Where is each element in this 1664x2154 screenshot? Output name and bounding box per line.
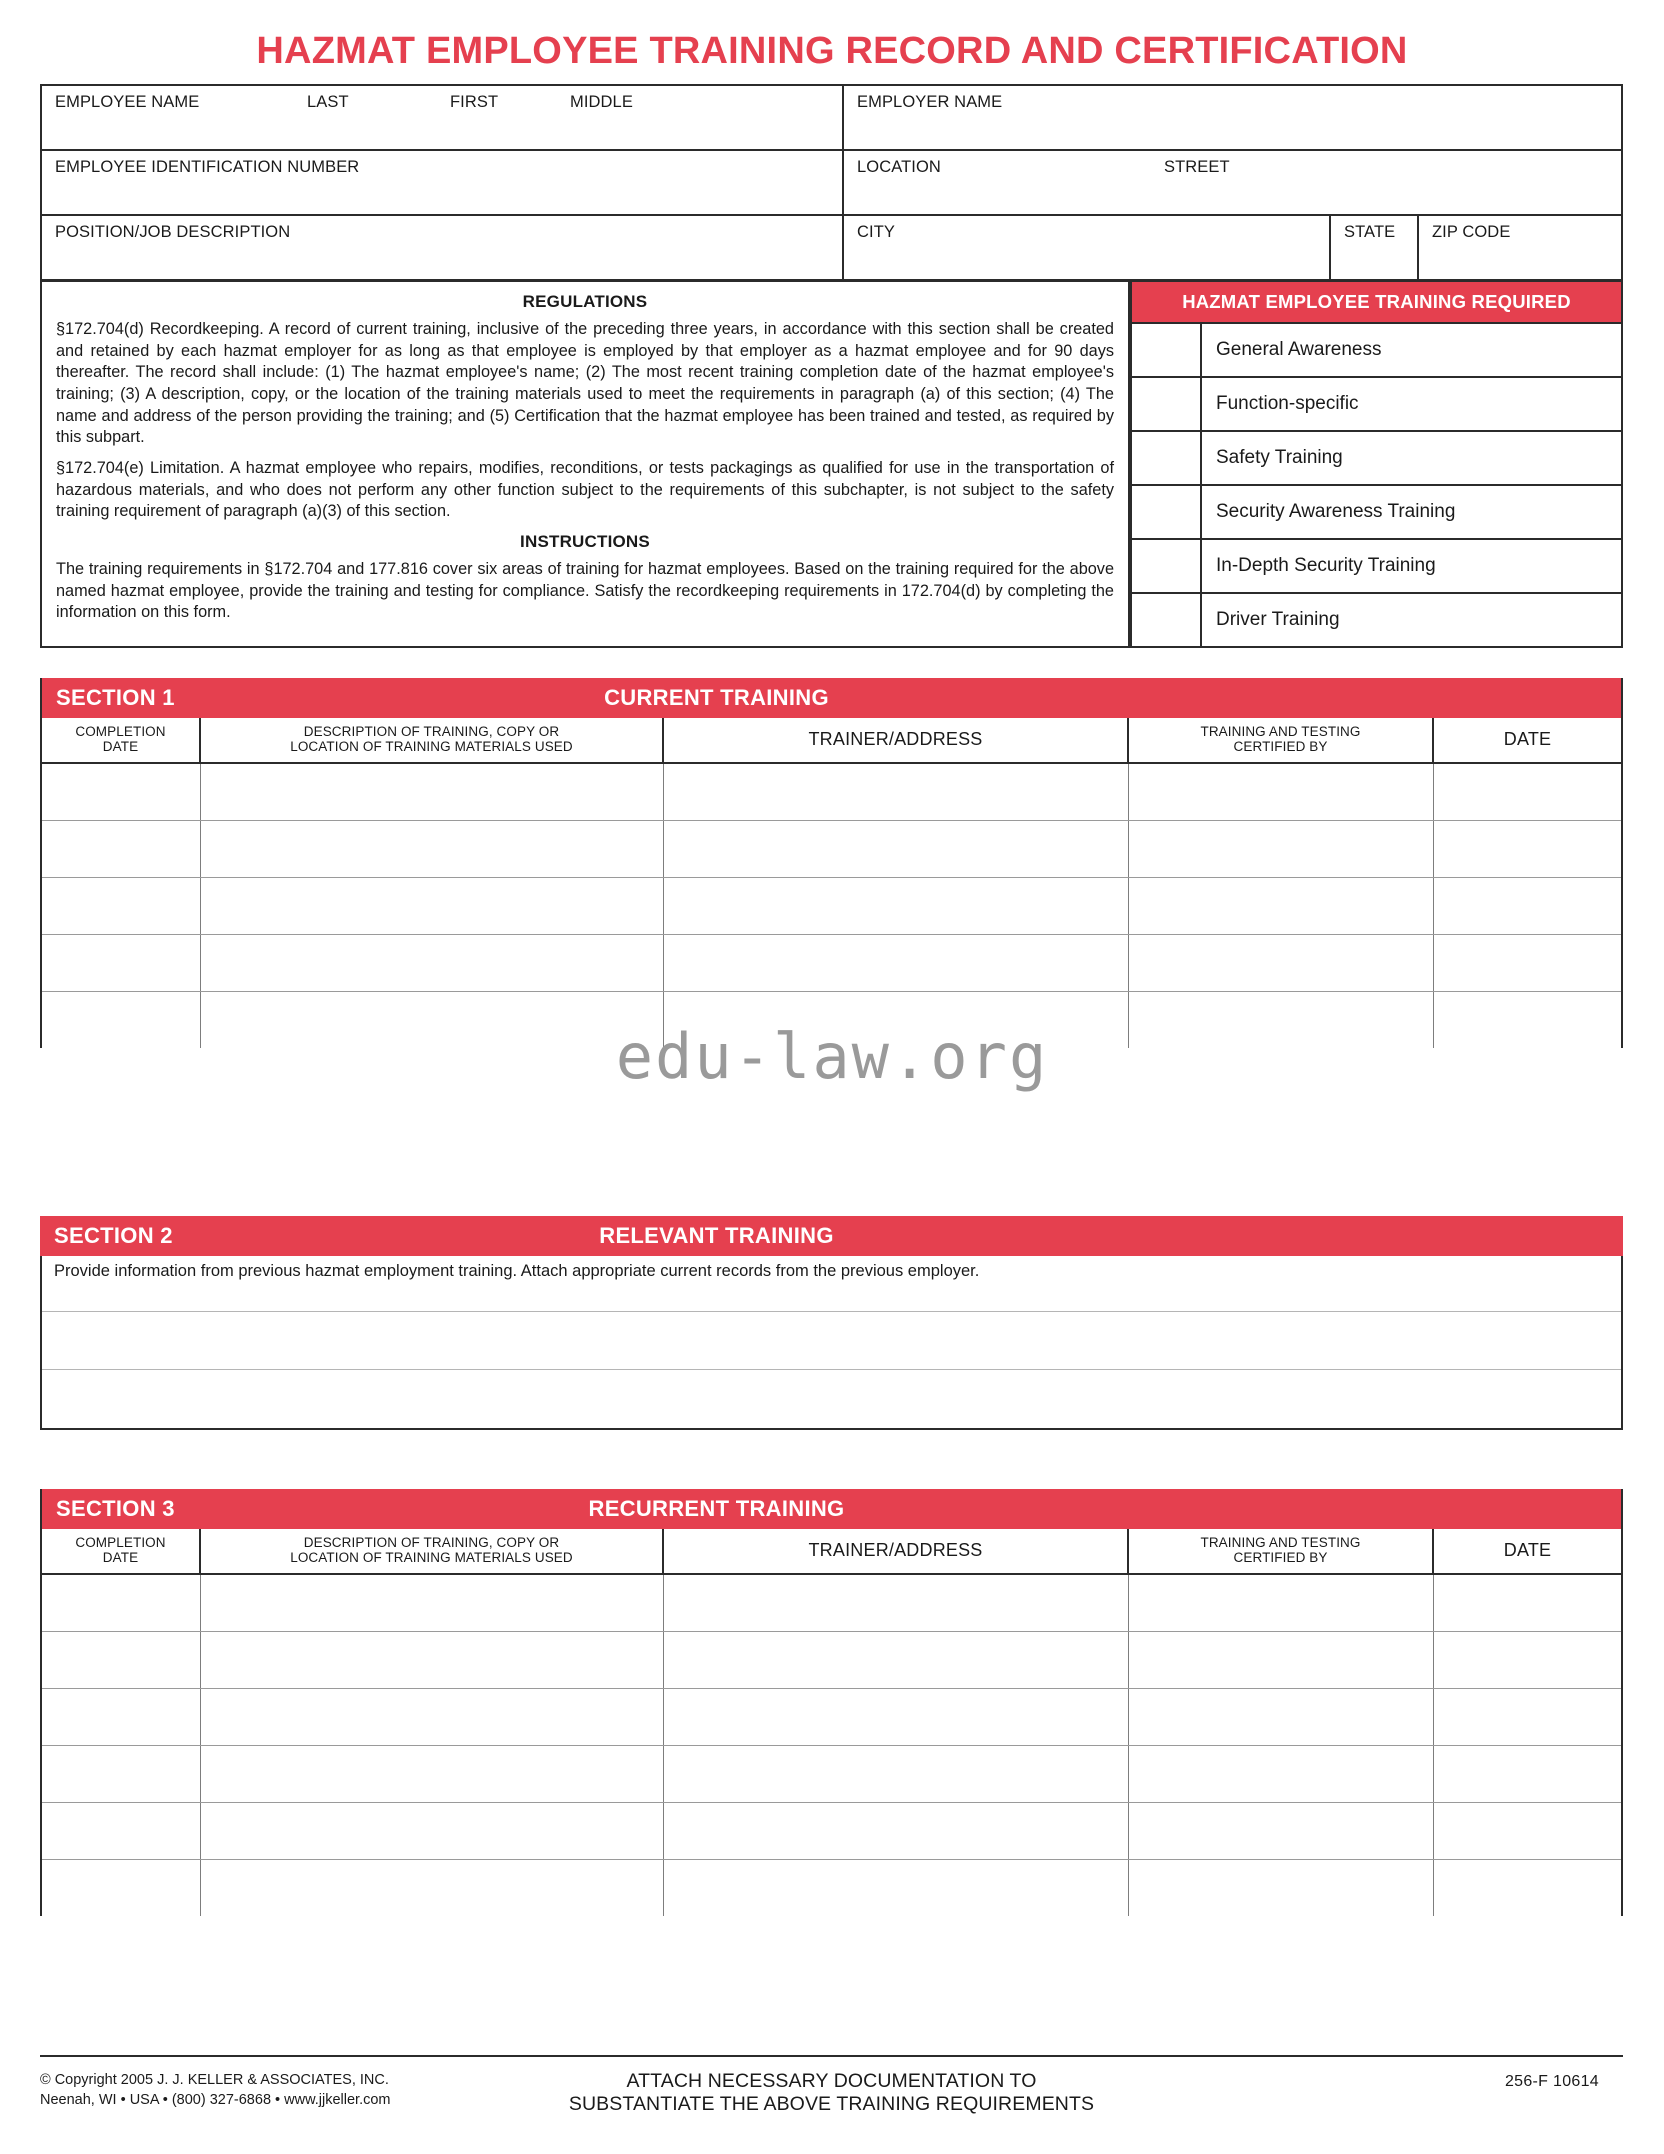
cell-description[interactable] (200, 1574, 663, 1632)
table-row[interactable] (42, 1859, 1621, 1916)
checklist-row-function-specific[interactable] (1132, 376, 1621, 430)
cell-trainer-address[interactable] (663, 820, 1128, 877)
checklist-row-driver-training[interactable] (1132, 592, 1621, 646)
section-1-block (40, 678, 1623, 1048)
cell-certified-by[interactable] (1128, 934, 1433, 991)
cell-trainer-address[interactable] (663, 1859, 1128, 1916)
instructions-text: The training requirements in §172.704 and 177.816 cover six areas of training for hazmat employees. Based on the training required for the above named hazmat employee, provide the training and testing for compliance. Satisfy the recordkeeping requirements in 172.704(d) by completing the information on this form. (56, 560, 1114, 622)
col-header-trainer-address: TRAINER/ADDRESS (663, 1529, 1128, 1574)
section-2-body (40, 1256, 1623, 1430)
page-title: HAZMAT EMPLOYEE TRAINING RECORD AND CERTIFICATION (256, 30, 1408, 72)
col-header-completion-line1: COMPLETION (75, 1535, 166, 1550)
cell-date[interactable] (1433, 820, 1621, 877)
employee-id-field[interactable] (42, 151, 844, 214)
checklist-row-security-awareness-training[interactable] (1132, 484, 1621, 538)
table-row[interactable] (42, 763, 1621, 821)
section-3-header-row (42, 1529, 1621, 1574)
position-job-description-field[interactable] (42, 216, 844, 279)
col-header-completion-line2: DATE (102, 1550, 139, 1566)
cell-description[interactable] (200, 1859, 663, 1916)
checkbox-in-depth-security-training[interactable] (1132, 540, 1202, 592)
col-header-trainer-address: TRAINER/ADDRESS (663, 718, 1128, 763)
section-2-block (40, 1216, 1623, 1430)
table-row[interactable] (42, 991, 1621, 1048)
cell-completion-date[interactable] (42, 820, 200, 877)
checklist-row-in-depth-security-training[interactable] (1132, 538, 1621, 592)
section-3-block (40, 1489, 1623, 1916)
col-header-description-line2: LOCATION OF TRAINING MATERIALS USED (290, 739, 573, 755)
checklist-label-security-awareness-training: Security Awareness Training (1216, 501, 1456, 522)
position-label: POSITION/JOB DESCRIPTION (55, 223, 291, 241)
regulations-heading: REGULATIONS (522, 292, 648, 311)
section-1-table (42, 718, 1621, 1048)
cell-certified-by[interactable] (1128, 991, 1433, 1048)
col-header-completion-line1: COMPLETION (75, 724, 166, 739)
state-label: STATE (1344, 223, 1396, 241)
checklist-row-general-awareness[interactable] (1132, 322, 1621, 376)
cell-description[interactable] (200, 877, 663, 934)
section-1-header-row (42, 718, 1621, 763)
cell-date[interactable] (1433, 877, 1621, 934)
attach-documentation-notice (40, 2070, 1623, 2117)
cell-date[interactable] (1433, 1574, 1621, 1632)
section-3-bottom-rule (40, 2055, 1623, 2057)
cell-trainer-address[interactable] (663, 1631, 1128, 1688)
section-2-note: Provide information from previous hazmat employment training. Attach appropriate current records from the previous employer. (42, 1256, 1621, 1312)
table-row[interactable] (42, 820, 1621, 877)
cell-date[interactable] (1433, 763, 1621, 821)
cell-certified-by[interactable] (1128, 820, 1433, 877)
table-row[interactable] (42, 877, 1621, 934)
cell-description[interactable] (200, 991, 663, 1048)
instructions-heading: INSTRUCTIONS (520, 532, 650, 552)
state-field[interactable] (1331, 216, 1419, 279)
notice-line-1: ATTACH NECESSARY DOCUMENTATION TO (626, 2070, 1037, 2092)
section-2-name: RELEVANT TRAINING (599, 1223, 834, 1248)
col-header-description (200, 718, 663, 763)
checklist-label-function-specific: Function-specific (1216, 393, 1359, 414)
section-3-band (42, 1489, 1621, 1529)
cell-trainer-address[interactable] (663, 1688, 1128, 1745)
cell-completion-date[interactable] (42, 763, 200, 821)
checkbox-driver-training[interactable] (1132, 594, 1202, 646)
section-3-table (42, 1529, 1621, 1916)
cell-trainer-address[interactable] (663, 934, 1128, 991)
employee-name-field[interactable] (42, 86, 844, 149)
cell-certified-by[interactable] (1128, 1802, 1433, 1859)
checkbox-general-awareness[interactable] (1132, 324, 1202, 376)
checklist-row-safety-training[interactable] (1132, 430, 1621, 484)
section-3-name: RECURRENT TRAINING (588, 1496, 845, 1521)
col-header-completion-date (42, 1529, 200, 1574)
cell-completion-date[interactable] (42, 934, 200, 991)
col-header-certified-line2: CERTIFIED BY (1233, 1550, 1328, 1566)
section-2-blank-line[interactable] (42, 1312, 1621, 1370)
table-row[interactable] (42, 1574, 1621, 1632)
cell-trainer-address[interactable] (663, 991, 1128, 1048)
section-3-number: SECTION 3 (56, 1496, 175, 1521)
city-field[interactable] (844, 216, 1331, 279)
section-2-number: SECTION 2 (54, 1223, 173, 1248)
employee-identity-block (40, 84, 1623, 281)
section-2-band (40, 1216, 1623, 1256)
col-header-certified-by (1128, 1529, 1433, 1574)
col-header-date: DATE (1433, 1529, 1621, 1574)
table-row[interactable] (42, 1631, 1621, 1688)
col-header-certified-line2: CERTIFIED BY (1233, 739, 1328, 755)
cell-description[interactable] (200, 934, 663, 991)
col-header-certified-line1: TRAINING AND TESTING (1200, 724, 1361, 739)
zip-code-field[interactable] (1419, 216, 1617, 279)
employee-name-last-label: LAST (307, 93, 349, 111)
cell-date[interactable] (1433, 1859, 1621, 1916)
street-label: STREET (1164, 158, 1230, 176)
checkbox-security-awareness-training[interactable] (1132, 486, 1202, 538)
copyright-line-1: © Copyright 2005 J. J. KELLER & ASSOCIATES, INC. (40, 2072, 389, 2088)
location-label: LOCATION (857, 158, 941, 176)
cell-certified-by[interactable] (1128, 1745, 1433, 1802)
cell-date[interactable] (1433, 1631, 1621, 1688)
col-header-description-line1: DESCRIPTION OF TRAINING, COPY OR (303, 1535, 560, 1550)
cell-date[interactable] (1433, 991, 1621, 1048)
employee-name-first-label: FIRST (450, 93, 499, 111)
checklist-label-in-depth-security-training: In-Depth Security Training (1216, 555, 1436, 576)
col-header-description-line2: LOCATION OF TRAINING MATERIALS USED (290, 1550, 573, 1566)
table-row[interactable] (42, 1802, 1621, 1859)
cell-description[interactable] (200, 1745, 663, 1802)
form-number: 256-F 10614 (1504, 2073, 1599, 2090)
copyright-line-2: Neenah, WI • USA • (800) 327-6868 • www.jjkeller.com (40, 2092, 391, 2108)
cell-date[interactable] (1433, 1745, 1621, 1802)
cell-completion-date[interactable] (42, 877, 200, 934)
employee-name-middle-label: MIDDLE (570, 93, 633, 111)
section-1-band (42, 678, 1621, 718)
cell-certified-by[interactable] (1128, 763, 1433, 821)
checklist-label-safety-training: Safety Training (1216, 447, 1343, 468)
notice-line-2: SUBSTANTIATE THE ABOVE TRAINING REQUIREMENTS (568, 2093, 1095, 2116)
cell-completion-date[interactable] (42, 1631, 200, 1688)
site-watermark: edu-law.org (615, 1020, 1049, 1093)
cell-completion-date[interactable] (42, 1688, 200, 1745)
zip-code-label: ZIP CODE (1432, 223, 1511, 241)
training-required-title: HAZMAT EMPLOYEE TRAINING REQUIRED (1132, 282, 1621, 322)
training-required-checklist (1130, 280, 1623, 648)
cell-trainer-address[interactable] (663, 1745, 1128, 1802)
cell-completion-date[interactable] (42, 991, 200, 1048)
cell-completion-date[interactable] (42, 1574, 200, 1632)
regulation-paragraph-e: §172.704(e) Limitation. A hazmat employee who repairs, modifies, reconditions, or tests packagings as qualified for use in the transportation of hazardous materials, and who does not perform any other function subject to the requirements of this subchapter, is not subject to the safety training requirement of paragraph (a)(3) of this section. (56, 459, 1114, 521)
cell-certified-by[interactable] (1128, 877, 1433, 934)
checkbox-safety-training[interactable] (1132, 432, 1202, 484)
identity-row-name (42, 86, 1621, 151)
section-1-number: SECTION 1 (56, 685, 175, 710)
cell-description[interactable] (200, 763, 663, 821)
regulations-box (40, 280, 1130, 648)
employer-name-field[interactable] (844, 86, 1621, 149)
col-header-date: DATE (1433, 718, 1621, 763)
regulations-and-checklist-region (40, 280, 1623, 648)
table-row[interactable] (42, 1688, 1621, 1745)
cell-description[interactable] (200, 1688, 663, 1745)
cell-date[interactable] (1433, 934, 1621, 991)
col-header-description (200, 1529, 663, 1574)
checklist-label-general-awareness: General Awareness (1216, 339, 1382, 360)
cell-trainer-address[interactable] (663, 1574, 1128, 1632)
checklist-label-driver-training: Driver Training (1216, 609, 1340, 630)
cell-certified-by[interactable] (1128, 1688, 1433, 1745)
cell-trainer-address[interactable] (663, 877, 1128, 934)
employer-name-label: EMPLOYER NAME (857, 93, 1003, 111)
col-header-certified-by (1128, 718, 1433, 763)
cell-certified-by[interactable] (1128, 1859, 1433, 1916)
cell-trainer-address[interactable] (663, 1802, 1128, 1859)
cell-date[interactable] (1433, 1802, 1621, 1859)
employee-name-label: EMPLOYEE NAME (55, 93, 200, 111)
cell-certified-by[interactable] (1128, 1631, 1433, 1688)
col-header-certified-line1: TRAINING AND TESTING (1200, 1535, 1361, 1550)
section-2-blank-line[interactable] (42, 1370, 1621, 1428)
identity-row-id-location (42, 151, 1621, 216)
cell-description[interactable] (200, 1802, 663, 1859)
col-header-completion-date (42, 718, 200, 763)
regulation-paragraph-d: §172.704(d) Recordkeeping. A record of current training, inclusive of the preceding three years, in accordance with this section shall be created and retained by each hazmat employer for as long as that employee is employed by that employer as a hazmat employee and for 90 days thereafter. The record shall include: (1) The hazmat employee's name; (2) The most recent training completion date of the hazmat employee's training; (3) A description, copy, or the location of the training materials used to meet the requirements in paragraph (a) of this section; (4) The name and address of the person providing the training; and (5) Certification that the hazmat employee has been trained and tested, as required by this subpart. (56, 320, 1114, 447)
identity-row-position-city (42, 216, 1621, 279)
section-1-name: CURRENT TRAINING (604, 685, 829, 710)
location-field[interactable] (844, 151, 1621, 214)
col-header-completion-line2: DATE (102, 739, 139, 755)
cell-trainer-address[interactable] (663, 763, 1128, 821)
page-footer (40, 2070, 1623, 2130)
cell-description[interactable] (200, 1631, 663, 1688)
checkbox-function-specific[interactable] (1132, 378, 1202, 430)
employee-id-label: EMPLOYEE IDENTIFICATION NUMBER (55, 158, 360, 176)
cell-date[interactable] (1433, 1688, 1621, 1745)
cell-certified-by[interactable] (1128, 1574, 1433, 1632)
table-row[interactable] (42, 934, 1621, 991)
table-row[interactable] (42, 1745, 1621, 1802)
col-header-description-line1: DESCRIPTION OF TRAINING, COPY OR (303, 724, 560, 739)
cell-completion-date[interactable] (42, 1859, 200, 1916)
cell-completion-date[interactable] (42, 1802, 200, 1859)
cell-completion-date[interactable] (42, 1745, 200, 1802)
cell-description[interactable] (200, 820, 663, 877)
city-label: CITY (857, 223, 895, 241)
